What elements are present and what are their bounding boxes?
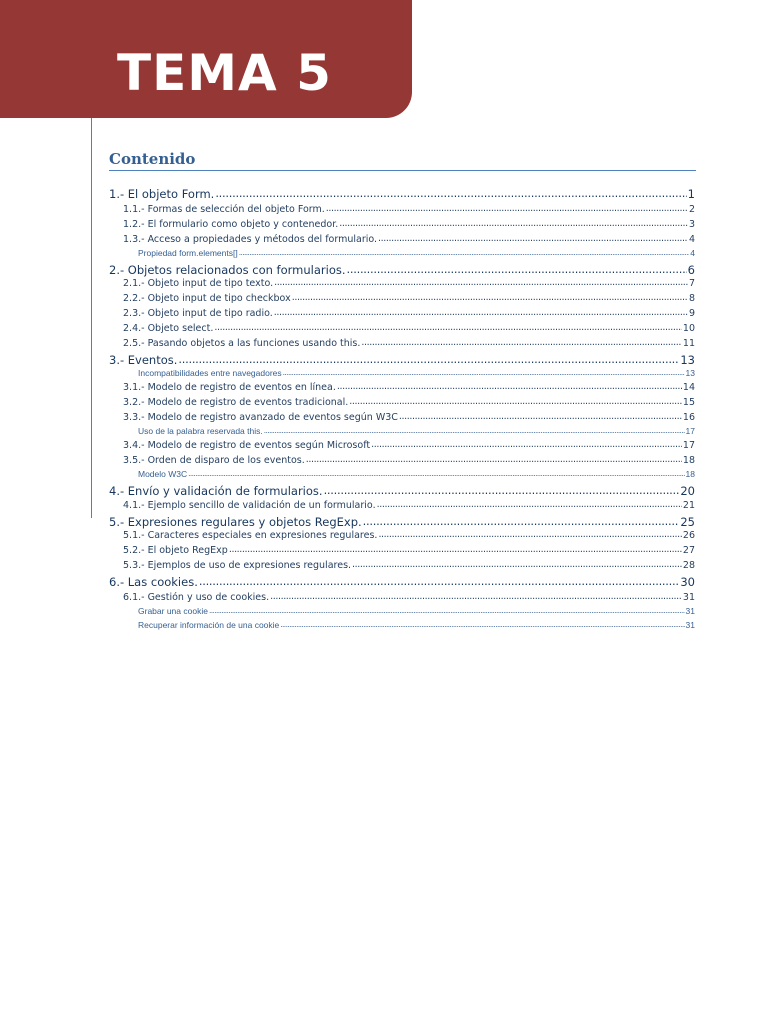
toc-dot-leader [363,514,680,529]
toc-entry-page-number: 8 [688,293,695,304]
toc-dot-leader [209,605,685,616]
toc-entry-level-2[interactable] [123,544,695,558]
toc-entry-title: 4.1.- Ejemplo sencillo de validación de un formulario. [123,500,376,511]
toc-entry-page-number: 15 [682,397,695,408]
toc-entry-level-3[interactable] [138,367,695,379]
toc-entry-title: 5.2.- El objeto RegExp [123,545,228,556]
toc-entry-page-number: 17 [682,440,695,451]
toc-entry-page-number: 10 [682,323,695,334]
toc-entry-page-number: 11 [682,338,695,349]
toc-entry-title: 3.2.- Modelo de registro de eventos tradicional. [123,397,349,408]
header-banner [0,0,412,118]
toc-entry-level-1[interactable] [109,514,695,530]
toc-entry-page-number: 6 [687,263,695,277]
toc-entry-level-2[interactable] [123,454,695,468]
toc-dot-leader [339,218,688,231]
toc-entry-level-2[interactable] [123,322,695,336]
toc-entry-page-number: 31 [682,592,695,603]
toc-dot-leader [349,396,682,409]
toc-entry-title: Uso de la palabra reservada this. [138,426,263,436]
toc-dot-leader [274,277,688,290]
toc-entry-level-3[interactable] [138,605,695,617]
toc-entry-page-number: 28 [682,560,695,571]
toc-dot-leader [377,499,682,512]
toc-entry-title: 3.5.- Orden de disparo de los eventos. [123,455,305,466]
toc-dot-leader [324,483,680,498]
toc-entry-title: 2.3.- Objeto input de tipo radio. [123,308,273,319]
toc-dot-leader [280,619,684,630]
toc-entry-title: 5.1.- Caracteres especiales en expresiones regulares. [123,530,378,541]
toc-entry-page-number: 18 [685,469,695,479]
toc-dot-leader [214,322,682,335]
toc-entry-level-2[interactable] [123,411,695,425]
toc-entry-page-number: 27 [682,545,695,556]
toc-entry-page-number: 2 [688,204,695,215]
toc-entry-title: Incompatibilidades entre navegadores [138,368,282,378]
toc-entry-title: Modelo W3C [138,469,188,479]
toc-entry-page-number: 25 [680,515,695,529]
toc-entry-level-1[interactable] [109,186,695,202]
toc-dot-leader [352,559,682,572]
toc-dot-leader [399,411,682,424]
toc-dot-leader [229,544,682,557]
toc-entry-page-number: 31 [685,606,695,616]
toc-entry-level-2[interactable] [123,277,695,291]
toc-entry-level-2[interactable] [123,337,695,351]
toc-entry-page-number: 18 [682,455,695,466]
toc-dot-leader [326,203,688,216]
toc-entry-title: 1.- El objeto Form. [109,187,215,201]
toc-entry-title: Recuperar información de una cookie [138,620,280,630]
toc-entry-level-2[interactable] [123,439,695,453]
toc-entry-level-2[interactable] [123,591,695,605]
toc-entry-page-number: 20 [680,484,695,498]
toc-entry-level-2[interactable] [123,381,695,395]
toc-entry-title: 1.3.- Acceso a propiedades y métodos del formulario. [123,234,378,245]
toc-dot-leader [347,262,687,277]
toc-entry-page-number: 14 [682,382,695,393]
toc-entry-title: 1.1.- Formas de selección del objeto Form. [123,204,325,215]
toc-entry-title: 1.2.- El formulario como objeto y contenedor. [123,219,339,230]
toc-entry-title: 2.- Objetos relacionados con formularios. [109,263,346,277]
toc-dot-leader [292,292,688,305]
toc-entry-level-2[interactable] [123,559,695,573]
toc-entry-title: 6.1.- Gestión y uso de cookies. [123,592,270,603]
toc-dot-leader [215,186,686,201]
toc-entry-title: 3.4.- Modelo de registro de eventos según Microsoft [123,440,371,451]
toc-dot-leader [378,233,688,246]
toc-entry-page-number: 4 [690,248,695,258]
toc-dot-leader [199,574,680,589]
toc-entry-title: 3.3.- Modelo de registro avanzado de eventos según W3C [123,412,398,423]
toc-entry-level-3[interactable] [138,468,695,480]
toc-entry-page-number: 3 [688,219,695,230]
toc-entry-page-number: 21 [682,500,695,511]
toc-entry-title: 3.- Eventos. [109,353,178,367]
toc-entry-level-2[interactable] [123,396,695,410]
toc-entry-page-number: 26 [682,530,695,541]
toc-entry-title: 2.4.- Objeto select. [123,323,214,334]
toc-dot-leader [270,591,682,604]
toc-entry-level-1[interactable] [109,574,695,590]
chapter-title: TEMA 5 [117,44,332,102]
toc-entry-level-1[interactable] [109,352,695,368]
toc-entry-title: 5.3.- Ejemplos de uso de expresiones regulares. [123,560,352,571]
toc-entry-level-1[interactable] [109,483,695,499]
toc-dot-leader [361,337,682,350]
toc-entry-title: 5.- Expresiones regulares y objetos RegExp. [109,515,362,529]
toc-entry-title: 2.1.- Objeto input de tipo texto. [123,278,274,289]
toc-entry-level-2[interactable] [123,218,695,232]
left-margin-rule [91,118,92,518]
toc-dot-leader [378,529,681,542]
toc-entry-level-3[interactable] [138,619,695,631]
toc-entry-page-number: 13 [685,368,695,378]
toc-entry-page-number: 17 [685,426,695,436]
toc-heading: Contenido [109,150,196,168]
toc-dot-leader [283,367,685,378]
toc-entry-title: 2.2.- Objeto input de tipo checkbox [123,293,291,304]
toc-entry-level-2[interactable] [123,292,695,306]
toc-entry-level-3[interactable] [138,425,695,437]
toc-dot-leader [239,247,690,258]
toc-entry-page-number: 16 [682,412,695,423]
toc-entry-title: Propiedad form.elements[] [138,248,238,258]
toc-dot-leader [306,454,682,467]
toc-entry-page-number: 1 [687,187,695,201]
toc-dot-leader [264,425,685,436]
toc-entry-title: 3.1.- Modelo de registro de eventos en línea. [123,382,336,393]
toc-entry-level-2[interactable] [123,499,695,513]
toc-entry-level-2[interactable] [123,529,695,543]
toc-entry-title: 4.- Envío y validación de formularios. [109,484,323,498]
toc-dot-leader [337,381,682,394]
toc-entry-level-1[interactable] [109,262,695,278]
toc-heading-underline [109,170,696,171]
toc-entry-level-2[interactable] [123,203,695,217]
toc-entry-level-2[interactable] [123,307,695,321]
toc-dot-leader [371,439,682,452]
toc-entry-title: 2.5.- Pasando objetos a las funciones usando this. [123,338,361,349]
toc-entry-page-number: 9 [688,308,695,319]
toc-entry-level-2[interactable] [123,233,695,247]
toc-entry-title: 6.- Las cookies. [109,575,198,589]
toc-entry-page-number: 30 [680,575,695,589]
toc-dot-leader [188,468,684,479]
toc-entry-level-3[interactable] [138,247,695,259]
toc-entry-page-number: 7 [688,278,695,289]
toc-entry-page-number: 13 [680,353,695,367]
toc-entry-page-number: 31 [685,620,695,630]
toc-dot-leader [274,307,688,320]
toc-dot-leader [178,352,679,367]
toc-entry-page-number: 4 [688,234,695,245]
toc-entry-title: Grabar una cookie [138,606,208,616]
